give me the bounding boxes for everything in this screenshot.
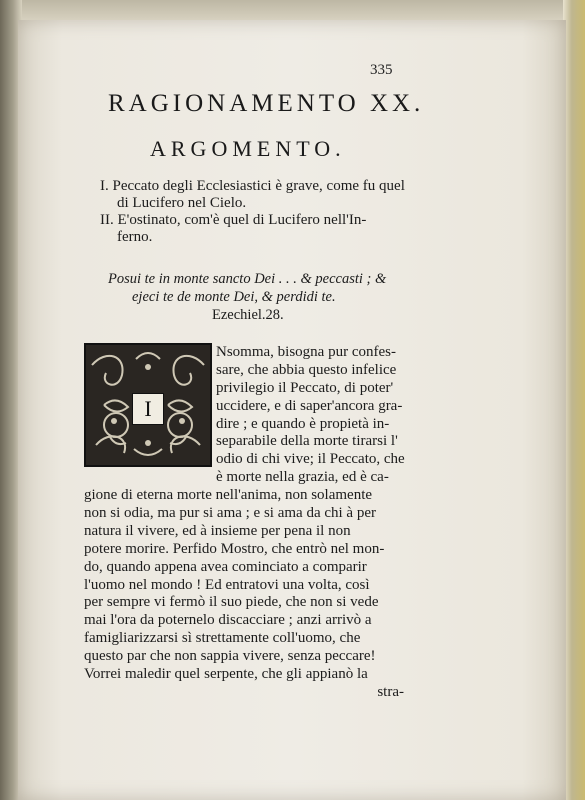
text-line: Nsomma, bisogna pur confes- [216,344,396,360]
epigraph-line: ejeci te de monte Dei, & perdidi te. [132,289,336,305]
text-line: mai l'ora da poternelo discacciare ; anzi arrivò a [84,612,372,629]
text-line: dire ; e quando è propietà in- [216,415,390,432]
epigraph-citation: Ezechiel.28. [212,307,284,323]
book-fore-edge [563,0,585,800]
text-line: gione di eterna morte nell'anima, non solamente [84,487,373,504]
catchword: stra- [377,683,404,700]
argument-block [100,178,440,246]
text-line: non si odia, ma pur si ama ; e si ama da chi à per [84,505,376,522]
page-number: 335 [370,62,393,78]
body-text [84,344,424,702]
text-line: do, quando appena avea cominciato a comparir [84,558,367,575]
argument-line: I. Peccato degli Ecclesiastici è grave, come fu quel [100,178,405,194]
text-line: l'uomo nel mondo ! Ed entratovi una volta, così [84,576,370,593]
text-line: uccidere, e di saper'ancora gra- [216,397,403,414]
text-line: potere morire. Perfido Mostro, che entrò nel mon- [84,540,385,557]
text-line: natura il vivere, ed à insieme per pena il non [84,522,351,539]
argument-line: II. E'ostinato, com'è quel di Lucifero nell'In- [100,212,367,228]
text-line: questo par che non sappia vivere, senza peccare! [84,648,376,665]
section-title: ARGOMENTO. [150,136,346,161]
text-line: privilegio il Peccato, di poter' [216,379,394,396]
text-line: famigliarizzarsi sì strettamente coll'uomo, che [84,630,361,647]
text-line: per sempre vi fermò il suo piede, che non si vede [84,594,379,611]
text-line: Vorrei maledir quel serpente, che gli appianò la [84,666,368,683]
argument-line: ferno. [117,229,153,245]
argument-line: di Lucifero nel Cielo. [117,195,247,211]
epigraph-line: Posui te in monte sancto Dei . . . & peccasti ; & [108,271,387,287]
initial-letter: I [132,393,164,425]
text-line: separabile della morte tirarsi l' [216,433,398,450]
epigraph [108,270,428,324]
book-top-edge [0,0,585,22]
text-line: è morte nella grazia, ed è ca- [216,469,389,486]
text-line: odio di chi vive; il Peccato, che [216,451,405,468]
text-line: sare, che abbia questo infelice [216,361,397,378]
running-head: RAGIONAMENTO XX. [108,90,425,117]
